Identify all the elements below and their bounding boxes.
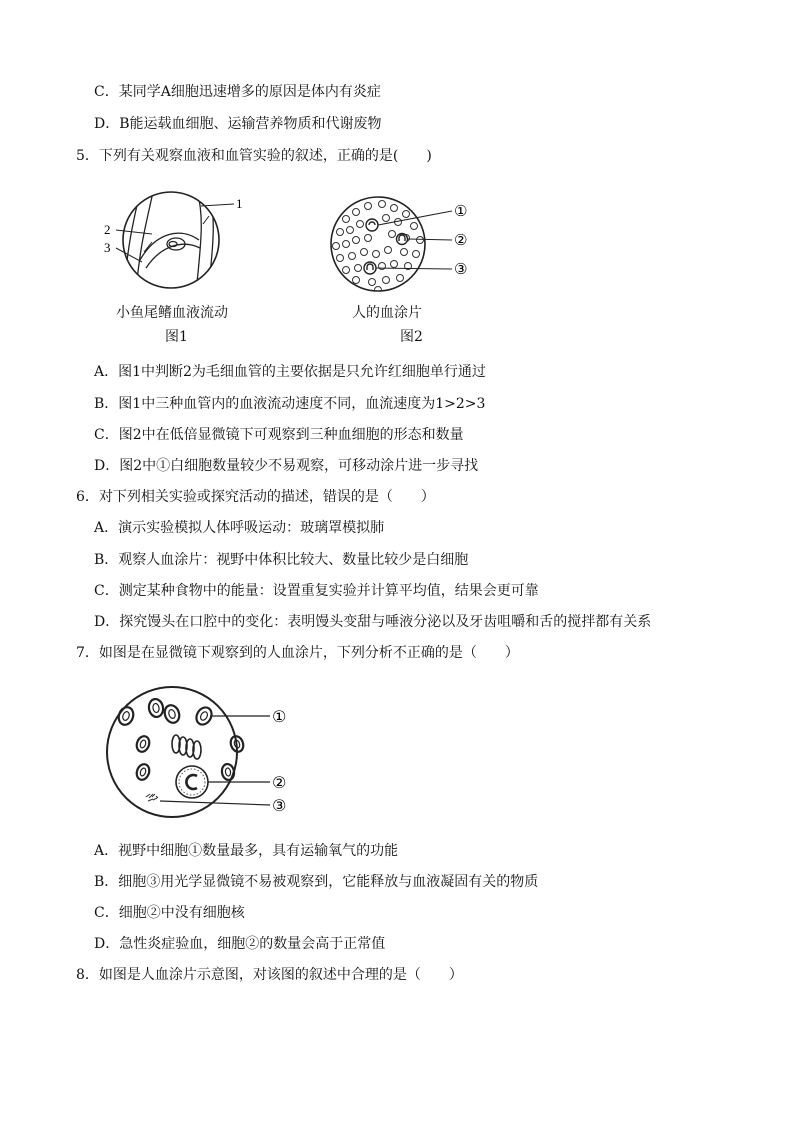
fig3-label-2: ② [272,773,287,792]
q5-option-b: B．图1中三种血管内的血液流动速度不同，血流速度为1>2>3 [94,396,486,412]
fish-tail-fin-diagram [96,182,276,302]
fig1-caption: 小鱼尾鳍血液流动 [116,305,228,321]
q6-option-b: B．观察人血涂片：视野中体积比较大、数量比较少是白细胞 [94,552,469,568]
q6-option-d: D．探究馒头在口腔中的变化：表明馒头变甜与唾液分泌以及牙齿咀嚼和舌的搅拌都有关系 [94,614,652,630]
q5-option-a: A．图1中判断2为毛细血管的主要依据是只允许红细胞单行通过 [94,364,486,380]
fig2-label-1: ① [454,202,468,220]
q7-figure [100,684,300,819]
fig3-label-3: ③ [272,796,287,815]
fig2-caption: 人的血涂片 [352,305,422,321]
q6-stem: 6．对下列相关实验或探究活动的描述，错误的是（ ） [76,489,435,505]
q5-figure2 [326,194,486,304]
q4-option-d: D．B能运载血细胞、运输营养物质和代谢废物 [94,116,382,132]
q4-option-c: C．某同学A细胞迅速增多的原因是体内有炎症 [94,84,381,100]
q5-stem: 5．下列有关观察血液和血管实验的叙述，正确的是( ) [76,148,432,164]
fig1-label-3: 3 [104,240,111,255]
q6-option-c: C．测定某种食物中的能量：设置重复实验并计算平均值，结果会更可靠 [94,583,539,599]
microscope-blood-smear-diagram [100,684,300,819]
fig3-label-1: ① [272,707,287,726]
fig1-label-2: 2 [104,222,111,237]
fig2-label-2: ② [454,231,468,249]
q5-option-c: C．图2中在低倍显微镜下可观察到三种血细胞的形态和数量 [94,427,464,443]
q5-option-d: D．图2中①白细胞数量较少不易观察，可移动涂片进一步寻找 [94,458,479,474]
fig2-title: 图2 [400,329,423,345]
q7-option-d: D．急性炎症验血，细胞②的数量会高于正常值 [94,936,386,952]
fig2-label-3: ③ [454,260,468,278]
q7-option-c: C．细胞②中没有细胞核 [94,905,245,921]
fig1-label-1: 1 [236,196,243,211]
blood-smear-diagram [326,194,486,304]
q7-option-a: A．视野中细胞①数量最多，具有运输氧气的功能 [94,843,399,859]
q8-stem: 8．如图是人血涂片示意图，对该图的叙述中合理的是（ ） [76,967,463,983]
q7-stem: 7．如图是在显微镜下观察到的人血涂片，下列分析不正确的是（ ） [76,645,519,661]
q6-option-a: A．演示实验模拟人体呼吸运动：玻璃罩模拟肺 [94,520,385,536]
q7-option-b: B．细胞③用光学显微镜不易被观察到，它能释放与血液凝固有关的物质 [94,874,539,890]
q5-figure1 [96,182,276,302]
fig1-title: 图1 [165,329,188,345]
